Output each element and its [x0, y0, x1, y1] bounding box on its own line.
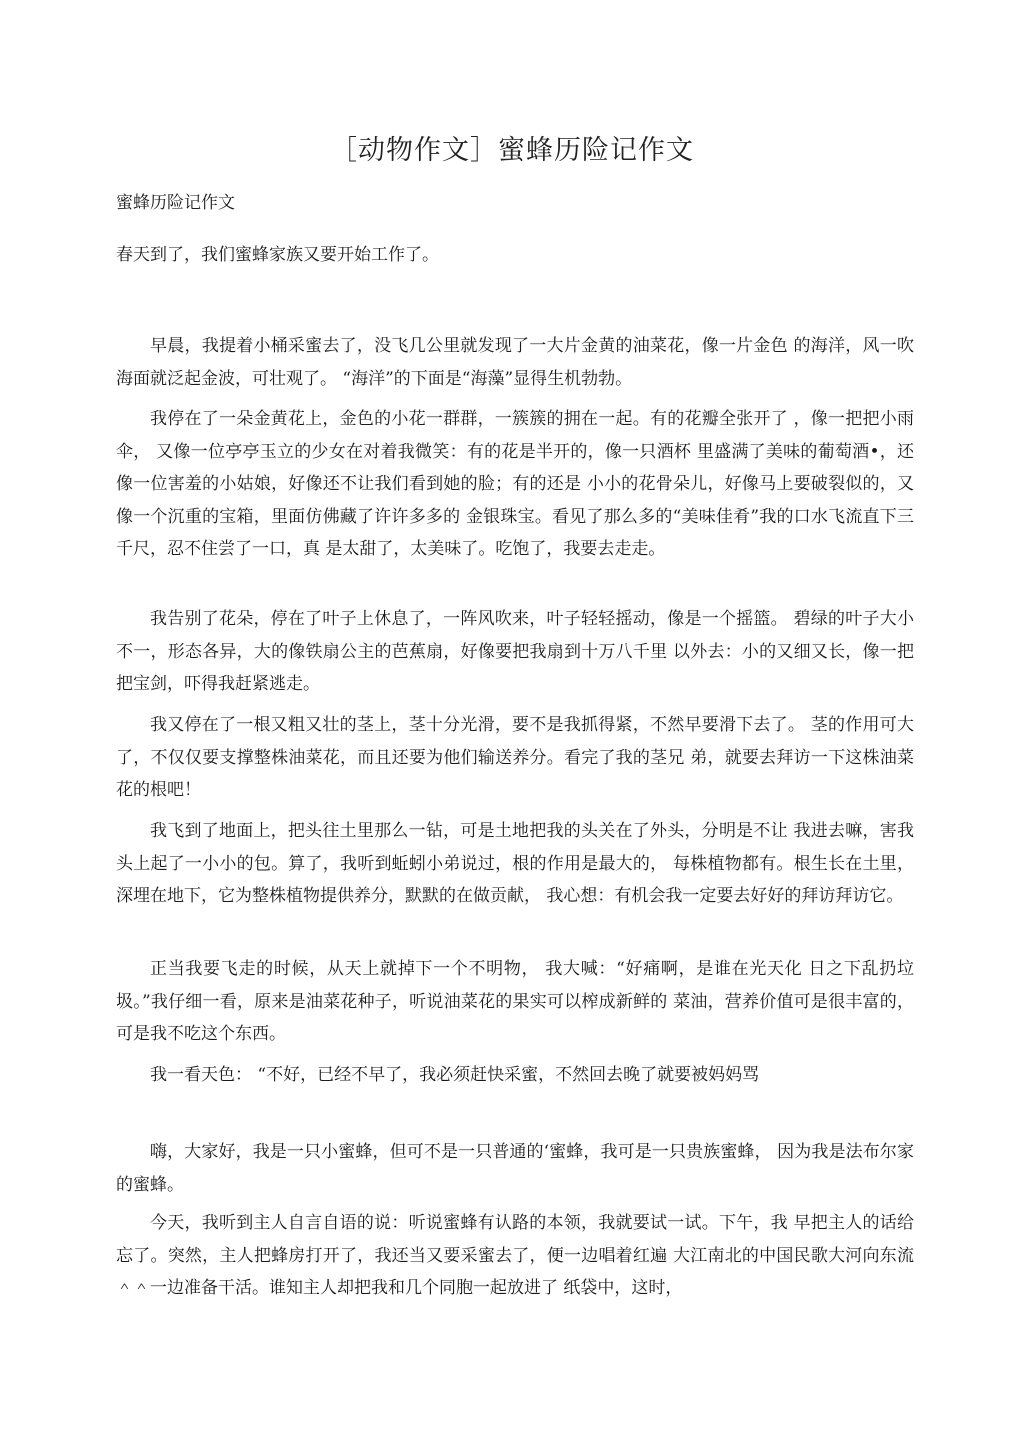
paragraph-1: 早晨，我提着小桶采蜜去了，没飞几公里就发现了一大片金黄的油菜花，像一片金色 的海洋，风一吹海面就泛起金波，可壮观了。 “海洋”的下面是“海藻”显得生机勃勃。 — [116, 336, 914, 389]
paragraph-3: 我告别了花朵，停在了叶子上休息了，一阵风吹来，叶子轻轻摇动，像是一个摇篮。 碧绿的叶子大小不一，形态各异，大的像铁扇公主的芭蕉扇，好像要把我扇到十万八千里 以外去：小的又细又长，像一把把宝剑，吓得我赶紧逃走。 — [116, 609, 914, 694]
intro-line: 春天到了，我们蜜蜂家族又要开始工作了。 — [116, 245, 439, 265]
paragraph-2: 我停在了一朵金黄花上，金色的小花一群群，一簇簇的拥在一起。有的花瓣全张开了 ，像一把把小雨伞， 又像一位亭亭玉立的少女在对着我微笑：有的花是半开的，像一只酒杯 里盛满了美味的葡萄酒•，还像一位害羞的小姑娘，好像还不让我们看到她的脸；有的还是 小小的花骨朵儿，好像马上要破裂似的，又像一个沉重的宝箱，里面仿佛藏了许许多多的 金银珠宝。看见了那么多的“美味佳肴”我的口水飞流直下三千尺，忍不住尝了一口，真 是太甜了，太美味了。吃饱了，我要去走走。 — [116, 409, 914, 559]
paragraph-9: 今天，我听到主人自言自语的说：听说蜜蜂有认路的本领，我就要试一试。下午，我 早把主人的话给忘了。突然，主人把蜂房打开了，我还当又要采蜜去了，便一边唱着红遍 大江南北的中国民歌大河向东流＾＾一边准备干活。谁知主人却把我和几个同胞一起放进了 纸袋中，这时， — [116, 1213, 914, 1298]
paragraph-5: 我飞到了地面上，把头往土里那么一钻，可是土地把我的头关在了外头，分明是不让 我进去嘛，害我头上起了一小小的包。算了，我听到蚯蚓小弟说过，根的作用是最大的， 每株植物都有。根生长在土里，深埋在地下，它为整株植物提供养分，默默的在做贡献， 我心想：有机会我一定要去好好的拜访拜访它。 — [116, 821, 914, 906]
paragraph-4: 我又停在了一根又粗又壮的茎上，茎十分光滑，要不是我抓得紧，不然早要滑下去了。 茎的作用可大了，不仅仅要支撑整株油菜花，而且还要为他们输送养分。看完了我的茎兄 弟，就要去拜访一下这株油菜花的根吧！ — [116, 715, 914, 800]
document-title: ［动物作文］蜜蜂历险记作文 — [330, 135, 694, 166]
paragraph-8: 嗨，大家好，我是一只小蜜蜂，但可不是一只普通的‘蜜蜂，我可是一只贵族蜜蜂， 因为我是法布尔家的蜜蜂。 — [116, 1142, 914, 1195]
paragraph-7: 我一看天色： “不好，已经不早了，我必须赶快采蜜，不然回去晚了就要被妈妈骂 — [150, 1065, 760, 1085]
document-subtitle: 蜜蜂历险记作文 — [116, 193, 235, 213]
paragraph-6: 正当我要飞走的时候，从天上就掉下一个不明物， 我大喊：“好痛啊，是谁在光天化 日之下乱扔垃圾。”我仔细一看，原来是油菜花种子，听说油菜花的果实可以榨成新鲜的 菜油，营养价值可是很丰富的，可是我不吃这个东西。 — [116, 959, 914, 1044]
